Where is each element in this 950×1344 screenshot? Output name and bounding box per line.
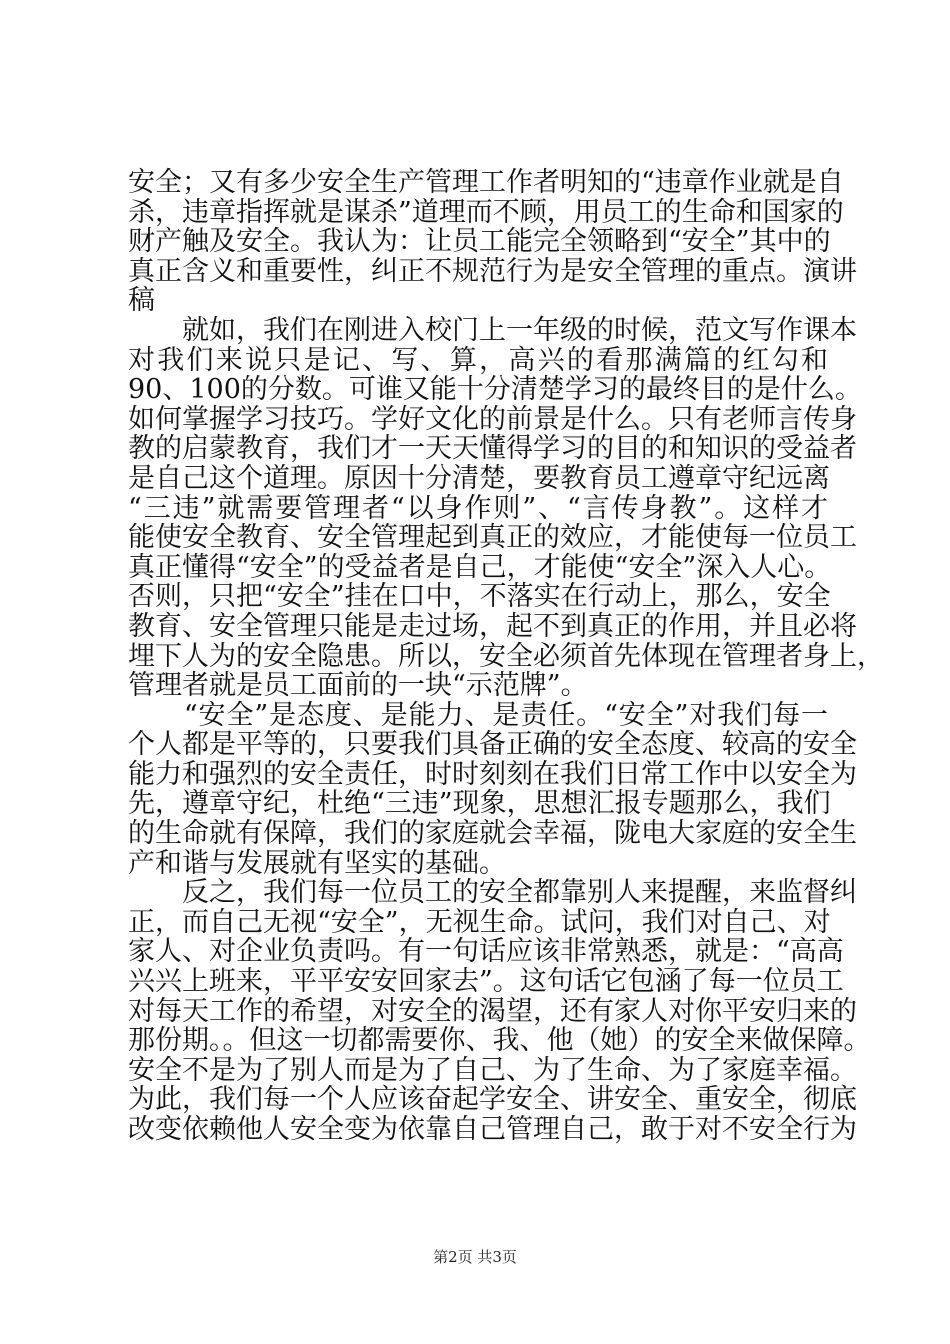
text-line: 家人、对企业负责吗。有一句话应该非常熟悉，就是：“高高	[128, 936, 844, 968]
body-text	[128, 167, 884, 1145]
text-line: 先，遵章守纪，杜绝“三违”现象，思想汇报专题那么，我们	[128, 788, 831, 820]
text-line: 那份期。。但这一切都需要你、我、他（她）的安全来做保障。	[128, 1025, 871, 1057]
text-line: 对每天工作的希望，对安全的渴望，还有家人对你平安归来的	[128, 995, 857, 1027]
text-line: 管理者就是员工面前的一块“示范牌”。	[128, 670, 588, 702]
page-number-label: 第2页 共3页	[433, 1248, 517, 1266]
text-line: 安全不是为了别人而是为了自己、为了生命、为了家庭幸福。	[128, 1054, 857, 1086]
text-line: 兴兴上班来，平平安安回家去”。这句话它包涵了每一位员工	[128, 966, 844, 998]
text-line: 真正懂得“安全”的受益者是自己，才能使“安全”深入人心。	[128, 551, 832, 583]
text-line: 产和谐与发展就有坚实的基础。	[128, 847, 506, 879]
text-line: 90、100的分数。可谁又能十分清楚学习的最终目的是什么。	[128, 374, 862, 406]
text-line: 为此，我们每一个人应该奋起学安全、讲安全、重安全，彻底	[128, 1084, 857, 1116]
text-line: 就如，我们在刚进入校门上一年级的时候，范文写作课本	[128, 314, 857, 346]
text-line: “三违”就需要管理者“以身作则”、“言传身教”。这样才	[128, 492, 828, 524]
text-line: 教育、安全管理只能是走过场，起不到真正的作用，并且必将	[128, 610, 857, 642]
text-line: 如何掌握学习技巧。学好文化的前景是什么。只有老师言传身	[128, 403, 857, 435]
text-line: 真正含义和重要性，纠正不规范行为是安全管理的重点。演讲	[128, 255, 857, 287]
text-line: 能力和强烈的安全责任，时时刻刻在我们日常工作中以安全为	[128, 758, 857, 790]
text-line: 改变依赖他人安全变为依靠自己管理自己，敢于对不安全行为	[128, 1114, 857, 1145]
text-line: 是自己这个道理。原因十分清楚，要教育员工遵章守纪远离	[128, 462, 830, 494]
text-line: 埋下人为的安全隐患。所以，安全必须首先体现在管理者身上，	[128, 640, 884, 672]
text-line: 安全；又有多少安全生产管理工作者明知的“违章作业就是自	[128, 167, 844, 198]
text-line: 教的启蒙教育，我们才一天天懂得学习的目的和知识的受益者	[128, 433, 857, 465]
text-line: 正，而自己无视“安全”，无视生命。试问，我们对自己、对	[128, 906, 831, 938]
text-line: 反之，我们每一位员工的安全都靠别人来提醒，来监督纠	[128, 877, 857, 909]
text-line: 否则，只把“安全”挂在口中，不落实在行动上，那么，安全	[128, 581, 831, 613]
text-line: 的生命就有保障，我们的家庭就会幸福，陇电大家庭的安全生	[128, 818, 857, 850]
text-line: 财产触及安全。我认为：让员工能完全领略到“安全”其中的	[128, 226, 831, 258]
page-footer	[0, 1246, 950, 1267]
text-line: 对我们来说只是记、写、算，高兴的看那满篇的红勾和	[128, 344, 828, 376]
text-line: 杀，违章指挥就是谋杀”道理而不顾，用员工的生命和国家的	[128, 196, 844, 228]
text-line: “安全”是态度、是能力、是责任。“安全”对我们每一	[128, 699, 828, 731]
text-line: 个人都是平等的，只要我们具备正确的安全态度、较高的安全	[128, 729, 857, 761]
text-line: 能使安全教育、安全管理起到真正的效应，才能使每一位员工	[128, 522, 857, 554]
text-line: 稿	[128, 285, 155, 317]
